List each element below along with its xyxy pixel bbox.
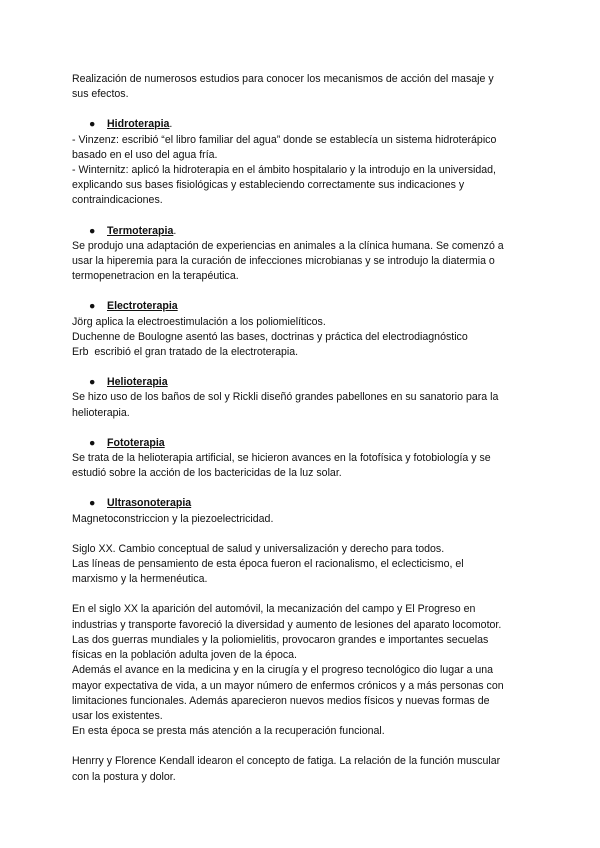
text-line: Realización de numerosos estudios para conocer los mecanismos de acción del masaje y: [72, 73, 494, 85]
section-heading: ● Hidroterapia.: [89, 117, 532, 132]
text-line: Las líneas de pensamiento de esta época fueron el racionalismo, el eclecticismo, el: [72, 558, 464, 571]
text-line: Se produjo una adaptación de experiencias en animales a la clínica humana. Se comenzó a: [72, 239, 504, 252]
section-heading: [89, 496, 532, 511]
text-line: helioterapia.: [72, 406, 130, 419]
text-line: Además el avance en la medicina y en la cirugía y el progreso tecnológico dio lugar a una: [72, 664, 494, 677]
text-line: Duchenne de Boulogne asentó las bases, doctrinas y práctica del electrodiagnóstico: [72, 330, 468, 343]
text-line: marxismo y la hermenéutica.: [72, 573, 208, 586]
text-line: Las dos guerras mundiales y la poliomielitis, provocaron grandes e importantes secuelas: [72, 633, 489, 646]
bullet-icon: ●: [89, 224, 96, 237]
text-line: contraindicaciones.: [72, 194, 163, 207]
text-line: Jörg aplica la electroestimulación a los poliomielíticos.: [72, 315, 326, 328]
section-heading: ● Termoterapia.: [89, 224, 532, 239]
bullet-icon: ●: [89, 118, 96, 131]
text-line: usar la hiperemia para la curación de infecciones microbianas y se introdujo la diatermia o: [72, 255, 495, 268]
bullet-icon: ●: [89, 436, 96, 449]
text-line: limitaciones funcionales. Además aparecieron nuevos medios físicos y nuevas formas de: [72, 694, 490, 707]
section-fototerapia: [72, 436, 532, 482]
section-electroterapia: [72, 299, 532, 360]
section-ultrasonoterapia: [72, 496, 532, 526]
siglo-xx-paragraph: [72, 542, 532, 588]
text-line: Henrry y Florence Kendall idearon el concepto de fatiga. La relación de la función muscular: [72, 755, 501, 768]
intro-paragraph: [72, 72, 532, 102]
text-line: sus efectos.: [72, 88, 129, 101]
section-helioterapia: [72, 375, 532, 421]
text-line: estudió sobre la acción de los bactericidas de la luz solar.: [72, 467, 342, 480]
bullet-icon: ●: [89, 376, 96, 389]
section-hidroterapia: [72, 117, 532, 208]
heading-text: Termoterapia: [107, 224, 174, 237]
text-line: Erb escribió el gran tratado de la electroterapia.: [72, 346, 299, 359]
heading-text: Helioterapia: [107, 376, 168, 389]
text-line: Se trata de la helioterapia artificial, se hicieron avances en la fotofísica y fotobiología y se: [72, 452, 491, 465]
heading-text: Hidroterapia: [107, 118, 170, 131]
text-line: Siglo XX. Cambio conceptual de salud y universalización y derecho para todos.: [72, 542, 445, 555]
text-line: termopenetracion en la terapéutica.: [72, 270, 239, 283]
section-heading: [89, 299, 532, 314]
heading-text: Electroterapia: [107, 300, 178, 313]
section-termoterapia: [72, 224, 532, 285]
automovil-paragraph: [72, 602, 532, 739]
text-line: físicas en la población adulta joven de la época.: [72, 649, 297, 662]
section-heading: [89, 436, 532, 451]
document-body: [72, 72, 532, 785]
bullet-icon: ●: [89, 300, 96, 313]
heading-text: Fototerapia: [107, 436, 165, 449]
heading-text: Ultrasonoterapia: [107, 497, 192, 510]
text-line: industrias y transporte favoreció la diversidad y aumento de lesiones del aparato locomotor.: [72, 618, 502, 631]
text-line: En esta época se presta más atención a la recuperación funcional.: [72, 725, 385, 738]
text-line: Se hizo uso de los baños de sol y Rickli diseñó grandes pabellones en su sanatorio para la: [72, 391, 499, 404]
text-line: Magnetoconstriccion y la piezoelectricidad.: [72, 512, 274, 525]
section-heading: [89, 375, 532, 390]
text-line: explicando sus bases fisiológicas y estableciendo correctamente sus indicaciones y: [72, 179, 465, 192]
text-line: con la postura y dolor.: [72, 770, 176, 783]
text-line: usar los existentes.: [72, 709, 163, 722]
bullet-icon: ●: [89, 497, 96, 510]
text-line: - Vinzenz: escribió “el libro familiar del agua” donde se establecía un sistema hidroterápico: [72, 133, 497, 146]
text-line: basado en el uso del agua fría.: [72, 148, 218, 161]
text-line: - Winternitz: aplicó la hidroterapia en el ámbito hospitalario y la introdujo en la universidad,: [72, 164, 496, 177]
kendall-paragraph: [72, 754, 532, 784]
text-line: mayor expectativa de vida, a un mayor número de enfermos crónicos y a más personas con: [72, 679, 504, 692]
text-line: En el siglo XX la aparición del automóvil, la mecanización del campo y El Progreso en: [72, 603, 476, 616]
